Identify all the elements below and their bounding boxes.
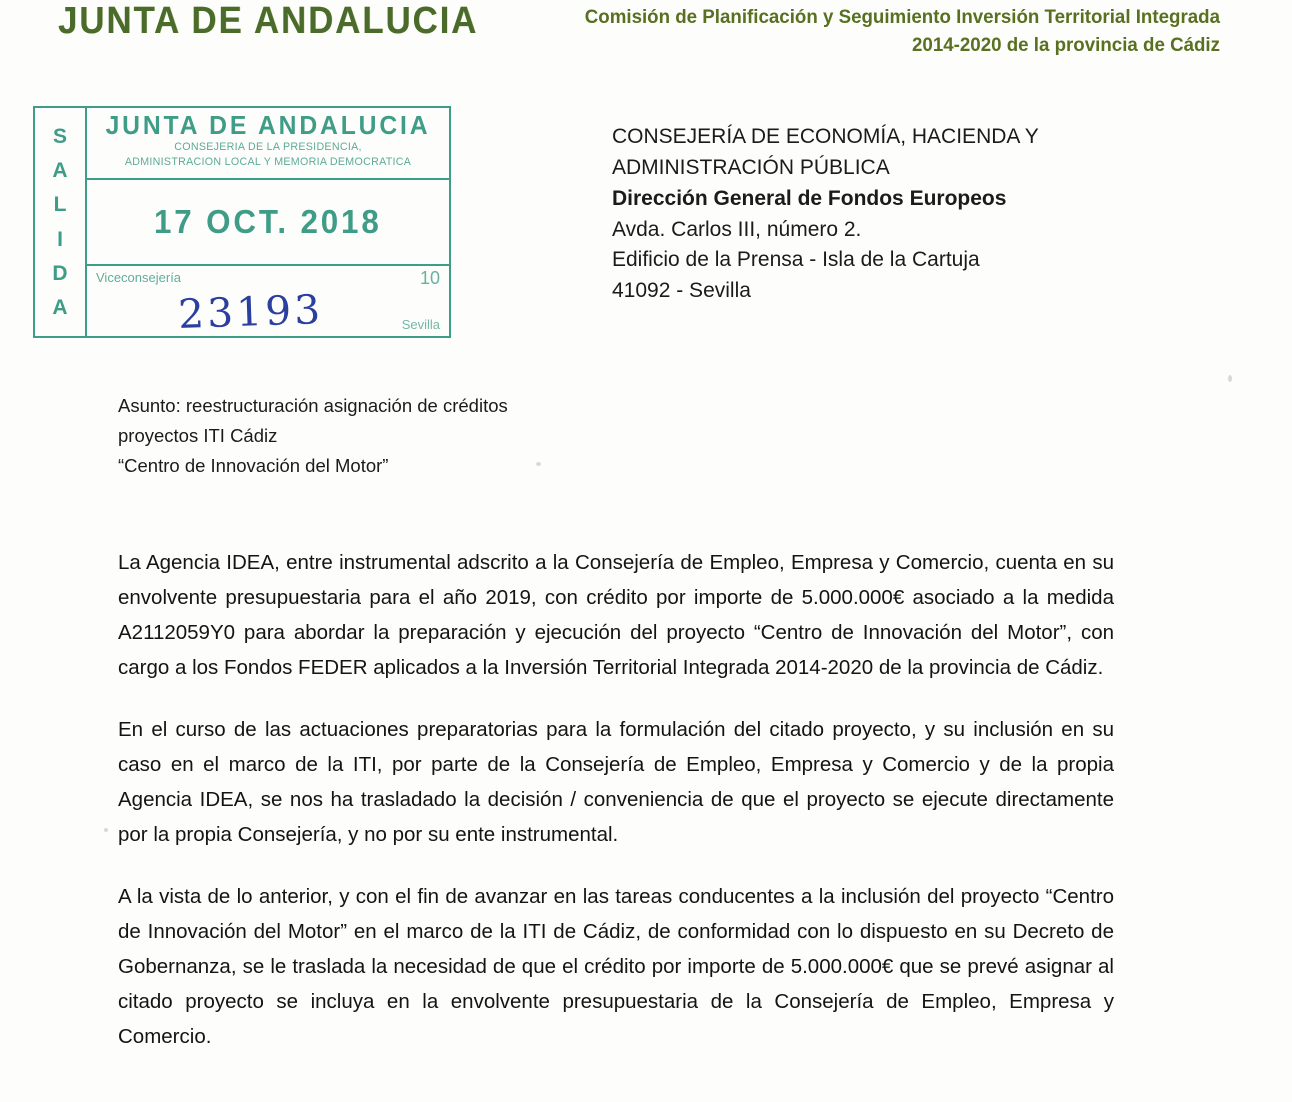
commission-header xyxy=(524,4,1220,59)
body-paragraph-1: La Agencia IDEA, entre instrumental adscrito a la Consejería de Empleo, Empresa y Comercio, cuenta en su envolvente presupuestaria para el año 2019, con crédito por importe de 5.000.000€ asociado a la medida A2112059Y0 para abordar la preparación y ejecución del proyecto “Centro de Innovación del Motor”, con cargo a los Fondos FEDER aplicados a la Inversión Territorial Integrada 2014-2020 de la provincia de Cádiz. xyxy=(118,551,1114,679)
stamp-subtitle-line1: CONSEJERIA DE LA PRESIDENCIA, xyxy=(174,141,362,154)
handwritten-registry-number: 23193 xyxy=(177,286,325,338)
stamp-salida-letter-6: A xyxy=(52,295,68,319)
addressee-line-1: CONSEJERÍA DE ECONOMÍA, HACIENDA Y xyxy=(612,125,1039,148)
subject-line-1: Asunto: reestructuración asignación de créditos xyxy=(118,395,508,416)
addressee-directorate: Dirección General de Fondos Europeos xyxy=(612,186,1007,210)
addressee-street: Avda. Carlos III, número 2. xyxy=(612,217,862,241)
stamp-salida-letter-5: D xyxy=(52,261,68,285)
addressee-building: Edificio de la Prensa - Isla de la Cartuja xyxy=(612,248,980,272)
subject-block xyxy=(118,391,738,481)
commission-header-line1: Comisión de Planificación y Seguimiento Inversión Territorial Integrada xyxy=(584,6,1220,28)
junta-de-andalucia-logo: JUNTA DE ANDALUCIA xyxy=(58,0,479,42)
subject-project-name: “Centro de Innovación del Motor” xyxy=(118,454,389,476)
stamp-salida-column xyxy=(35,108,87,336)
scan-speckle xyxy=(104,828,108,832)
stamp-body xyxy=(87,108,449,336)
stamp-date: 17 OCT. 2018 xyxy=(154,203,382,240)
stamp-header-band xyxy=(87,108,449,180)
stamp-date-band xyxy=(87,180,449,266)
addressee-postal-city: 41092 - Sevilla xyxy=(612,279,751,303)
stamp-salida-letter-2: A xyxy=(52,159,68,183)
stamp-unit-label: Viceconsejería xyxy=(96,270,182,285)
commission-header-line2: 2014-2020 de la provincia de Cádiz xyxy=(912,33,1220,56)
body-paragraph-2: En el curso de las actuaciones preparatorias para la formulación del citado proyecto, y su inclusión en su caso en el marco de la ITI, por parte de la Consejería de Empleo, Empresa y Comercio y de la propia Agencia IDEA, se nos ha trasladado la decisión / conveniencia de que el proyecto se ejecute directamente por la propia Consejería, y no por su ente instrumental. xyxy=(118,718,1114,846)
stamp-salida-letter-4: I xyxy=(57,227,63,251)
stamp-salida-letter-3: L xyxy=(53,193,67,217)
stamp-city: Sevilla xyxy=(401,317,440,332)
registry-stamp xyxy=(33,106,451,338)
stamp-salida-letter-1: S xyxy=(52,125,67,149)
scan-speckle xyxy=(1228,375,1232,382)
body-paragraph-3: A la vista de lo anterior, y con el fin de avanzar en las tareas conducentes a la inclusión del proyecto “Centro de Innovación del Motor” en el marco de la ITI de Cádiz, de conformidad con lo dispuesto en su Decreto de Gobernanza, se le traslada la necesidad de que el crédito por importe de 5.000.000€ que se prevé asignar al citado proyecto se incluya en la envolvente presupuestaria de la Consejería de Empleo, Empresa y Comercio. xyxy=(118,885,1114,1048)
addressee-block xyxy=(612,122,1152,307)
stamp-subtitle-line2: ADMINISTRACION LOCAL Y MEMORIA DEMOCRATICA xyxy=(124,156,412,169)
stamp-office-number: 10 xyxy=(419,268,440,288)
addressee-line-2: ADMINISTRACIÓN PÚBLICA xyxy=(612,155,890,179)
stamp-footer-band xyxy=(87,266,449,336)
subject-line-2: proyectos ITI Cádiz xyxy=(118,424,278,446)
letter-body xyxy=(118,545,1114,1054)
stamp-organisation: JUNTA DE ANDALUCIA xyxy=(105,110,431,140)
